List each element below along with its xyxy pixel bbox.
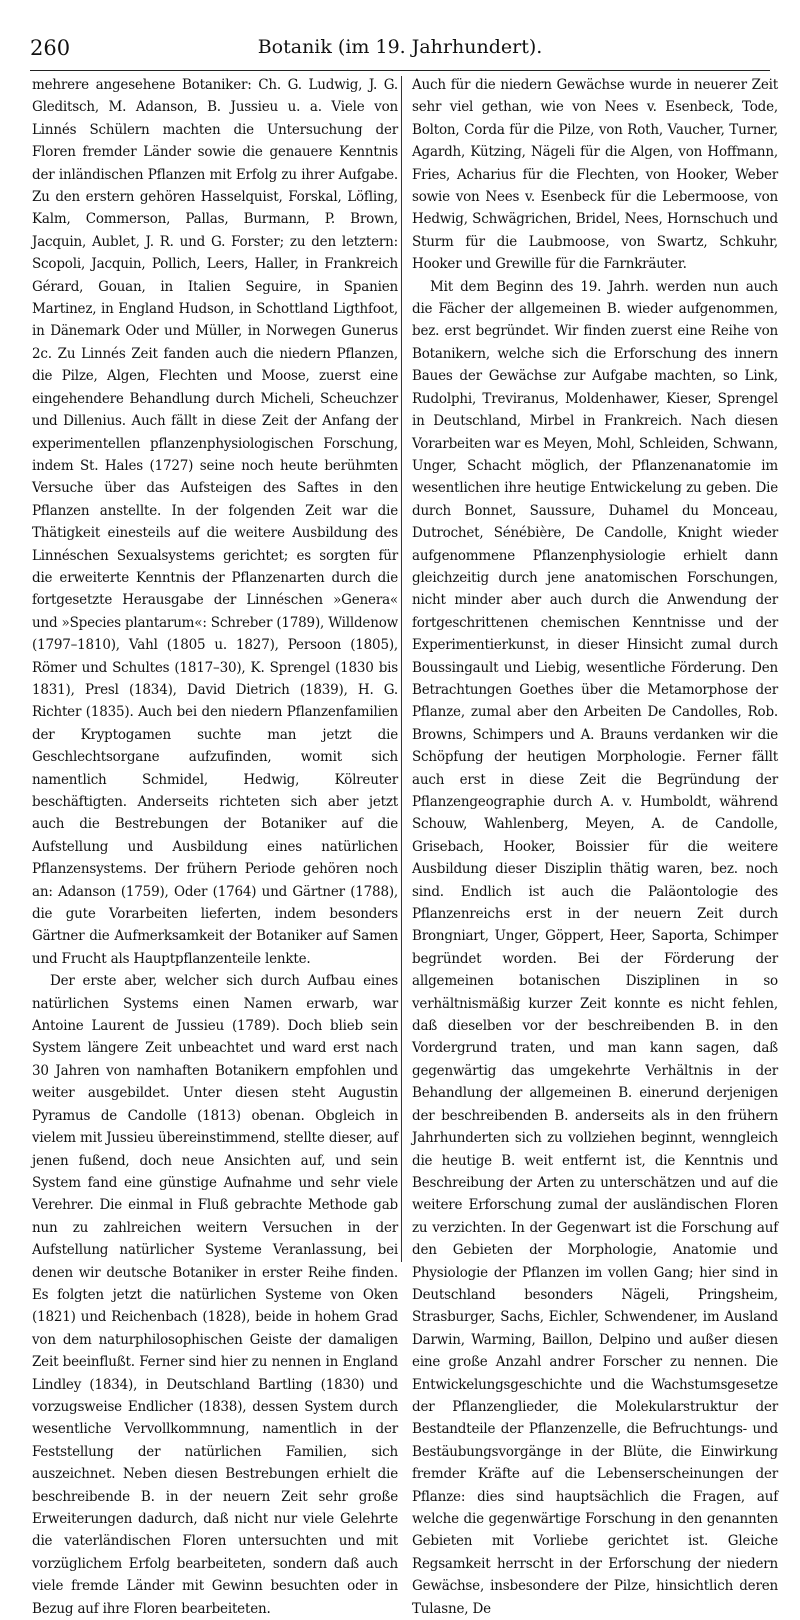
paragraph: Der erste aber, welcher sich durch Aufbau eines natürlichen Systems einen Namen erwarb, war Antoine Laurent de Jussieu (1789). Doch blieb sein System längere Zeit unbeachtet und ward erst nach 30 Jahren von namhaften Botanikern empfohlen und weiter ausgebildet. Unter diesen steht Augustin Pyramus de Candolle (1813) obenan. Obgleich in vielem mit Jussieu übereinstimmend, stellte dieser, auf jenen fußend, doch neue Ansichten auf, und sein System fand eine günstige Aufnahme und sehr viele Verehrer. Die einmal in Fluß gebrachte Methode gab nun zu zahlreichen weitern Versuchen in der Aufstellung natürlicher Systeme Veranlassung, bei denen wir deutsche Botaniker in erster Reihe finden. Es folgten jetzt die natürlichen Systeme von Oken (1821) und Reichenbach (1828), beide in hohem Grad von dem naturphilosophischen Geiste der damaligen Zeit beeinflußt. Ferner sind hier zu nennen in England Lindley (1834), in Deutschland Bartling (1830) und vorzugsweise Endlicher (1838), dessen System durch wesentliche Vervollkommnung, namentlich in der Feststellung der natürlichen Familien, sich auszeichnet. Neben diesen Bestrebungen erhielt die beschreibende B. in der neuern Zeit sehr große Erweiterungen dadurch, daß nicht nur viele Gelehrte die vaterländischen Floren untersuchten und mit vorzüglichem Erfolg bearbeiteten, sondern daß auch viele fremde Länder mit Gewinn besuchten oder in Bezug auf ihre Floren bearbeiteten. xyxy=(32,973,398,1617)
page-number: 260 xyxy=(30,36,71,60)
column-divider xyxy=(401,76,402,1262)
running-head: Botanik (im 19. Jahrhundert). xyxy=(257,36,543,58)
right-column xyxy=(412,74,778,1617)
page-header xyxy=(30,36,770,66)
paragraph: Auch für die niedern Gewächse wurde in neuerer Zeit sehr viel gethan, wie von Nees v. Esenbeck, Tode, Bolton, Corda für die Pilze, von Roth, Vaucher, Turner, Agardh, Kützing, Nägeli für die Algen, von Hoffmann, Fries, Acharius für die Flechten, von Hooker, Weber sowie von Nees v. Esenbeck für die Lebermoose, von Hedwig, Schwägrichen, Bridel, Nees, Hornschuch und Sturm für die Laubmoose, von Swartz, Schkuhr, Hooker und Grewille für die Farnkräuter. xyxy=(412,77,778,273)
paragraph: mehrere angesehene Botaniker: Ch. G. Ludwig, J. G. Gleditsch, M. Adanson, B. Jussieu u. a. Viele von Linnés Schülern machten die Untersuchung der Floren fremder Länder sowie die genauere Kenntnis der inländischen Pflanzen mit Erfolg zu ihrer Aufgabe. Zu den erstern gehören Hasselquist, Forskal, Löfling, Kalm, Commerson, Pallas, Burmann, P. Brown, Jacquin, Aublet, J. R. und G. Forster; zu den letztern: Scopoli, Jacquin, Pollich, Leers, Haller, in Frankreich Gérard, Gouan, in Italien Seguire, in Spanien Martinez, in England Hudson, in Schottland Ligthfoot, in Dänemark Oder und Müller, in Norwegen Gunerus 2c. Zu Linnés Zeit fanden auch die niedern Pflanzen, die Pilze, Algen, Flechten und Moose, zuerst eine eingehendere Behandlung durch Micheli, Scheuchzer und Dillenius. Auch fällt in diese Zeit der Anfang der experimentellen pflanzenphysiologischen Forschung, indem St. Hales (1727) seine noch heute berühmten Versuche über das Aufsteigen des Saftes in den Pflanzen anstellte. In der folgenden Zeit war die Thätigkeit einesteils auf die weitere Ausbildung des Linnéschen Sexualsystems gerichtet; es sorgten für die erweiterte Kenntnis der Pflanzenarten durch die fortgesetzte Herausgabe der Linnéschen »Genera« und »Species plantarum«: Schreber (1789), Willdenow (1797–1810), Vahl (1805 u. 1827), Persoon (1805), Römer und Schultes (1817–30), K. Sprengel (1830 bis 1831), Presl (1834), David Dietrich (1839), H. G. Richter (1835). Auch bei den niedern Pflanzenfamilien der Kryptogamen suchte man jetzt die Geschlechtsorgane aufzufinden, womit sich namentlich Schmidel, Hedwig, Kölreuter beschäftigten. Anderseits richteten sich aber jetzt auch die Bestrebungen der Botaniker auf die Aufstellung und Ausbildung eines natürlichen Pflanzensystems. Der frühern Periode gehören noch an: Adanson (1759), Oder (1764) und Gärtner (1788), die gute Vorarbeiten lieferten, indem besonders Gärtner die Aufmerksamkeit der Botaniker auf Samen und Frucht als Hauptpflanzenteile lenkte. xyxy=(32,77,398,967)
header-rule xyxy=(30,70,770,71)
paragraph: Mit dem Beginn des 19. Jahrh. werden nun auch die Fächer der allgemeinen B. wieder aufgenommen, bez. erst begründet. Wir finden zuerst eine Reihe von Botanikern, welche sich die Erforschung des innern Baues der Gewächse zur Aufgabe machten, so Link, Rudolphi, Treviranus, Moldenhawer, Kieser, Sprengel in Deutschland, Mirbel in Frankreich. Nach diesen Vorarbeiten war es Meyen, Mohl, Schleiden, Schwann, Unger, Schacht möglich, der Pflanzenanatomie im wesentlichen ihre heutige Entwickelung zu geben. Die durch Bonnet, Saussure, Duhamel du Monceau, Dutrochet, Sénébière, De Candolle, Knight wieder aufgenommene Pflanzenphysiologie erhielt dann gleichzeitig durch jene anatomischen Forschungen, nicht minder aber auch durch die Anwendung der fortgeschrittenen chemischen Kenntnisse und der Experimentierkunst, in dieser Hinsicht zumal durch Boussingault und Liebig, wesentliche Förderung. Den Betrachtungen Goethes über die Metamorphose der Pflanze, zumal aber den Arbeiten De Candolles, Rob. Browns, Schimpers und A. Brauns verdanken wir die Schöpfung der heutigen Morphologie. Ferner fällt auch erst in diese Zeit die Begründung der Pflanzengeographie durch A. v. Humboldt, während Schouw, Wahlenberg, Meyen, A. de Candolle, Grisebach, Hooker, Boissier für die weitere Ausbildung dieser Disziplin thätig waren, bez. noch sind. Endlich ist auch die Paläontologie des Pflanzenreichs erst in der neuern Zeit durch Brongniart, Unger, Göppert, Heer, Saporta, Schimper begründet worden. Bei der Förderung der allgemeinen botanischen Disziplinen in so verhältnismäßig kurzer Zeit konnte es nicht fehlen, daß dieselben vor der beschreibenden B. in den Vordergrund traten, und man kann sagen, daß gegenwärtig das umgekehrte Verhältnis in der Behandlung der allgemeinen B. einerund derjenigen der beschreibenden B. anderseits als in den frühern Jahrhunderten sich zu vollziehen beginnt, wenngleich die heutige B. weit entfernt ist, die Kenntnis und Beschreibung der Arten zu unterschätzen und auf die weitere Erforschung zumal der ausländischen Floren zu verzichten. In der Gegenwart ist die Forschung auf den Gebieten der Morphologie, Anatomie und Physiologie der Pflanzen im vollen Gang; hier sind in Deutschland besonders Nägeli, Pringsheim, Strasburger, Sachs, Eichler, Schwendener, im Ausland Darwin, Warming, Baillon, Delpino und außer diesen eine große Anzahl andrer Forscher zu nennen. Die Entwickelungsgeschichte und die Wachstumsgesetze der Pflanzenglieder, die Molekularstruktur der Bestandteile der Pflanzenzelle, die Befruchtungs- und Bestäubungsvorgänge in der Blüte, die Einwirkung fremder Kräfte auf die Lebenserscheinungen der Pflanze: dies sind hauptsächlich die Fragen, auf welche die gegenwärtige Forschung in den genannten Gebieten mit Vorliebe gerichtet ist. Gleiche Regsamkeit herrscht in der Erforschung der niedern Gewächse, insbesondere der Pilze, hinsichtlich deren Tulasne, De xyxy=(412,278,778,1617)
left-column xyxy=(32,74,398,1617)
